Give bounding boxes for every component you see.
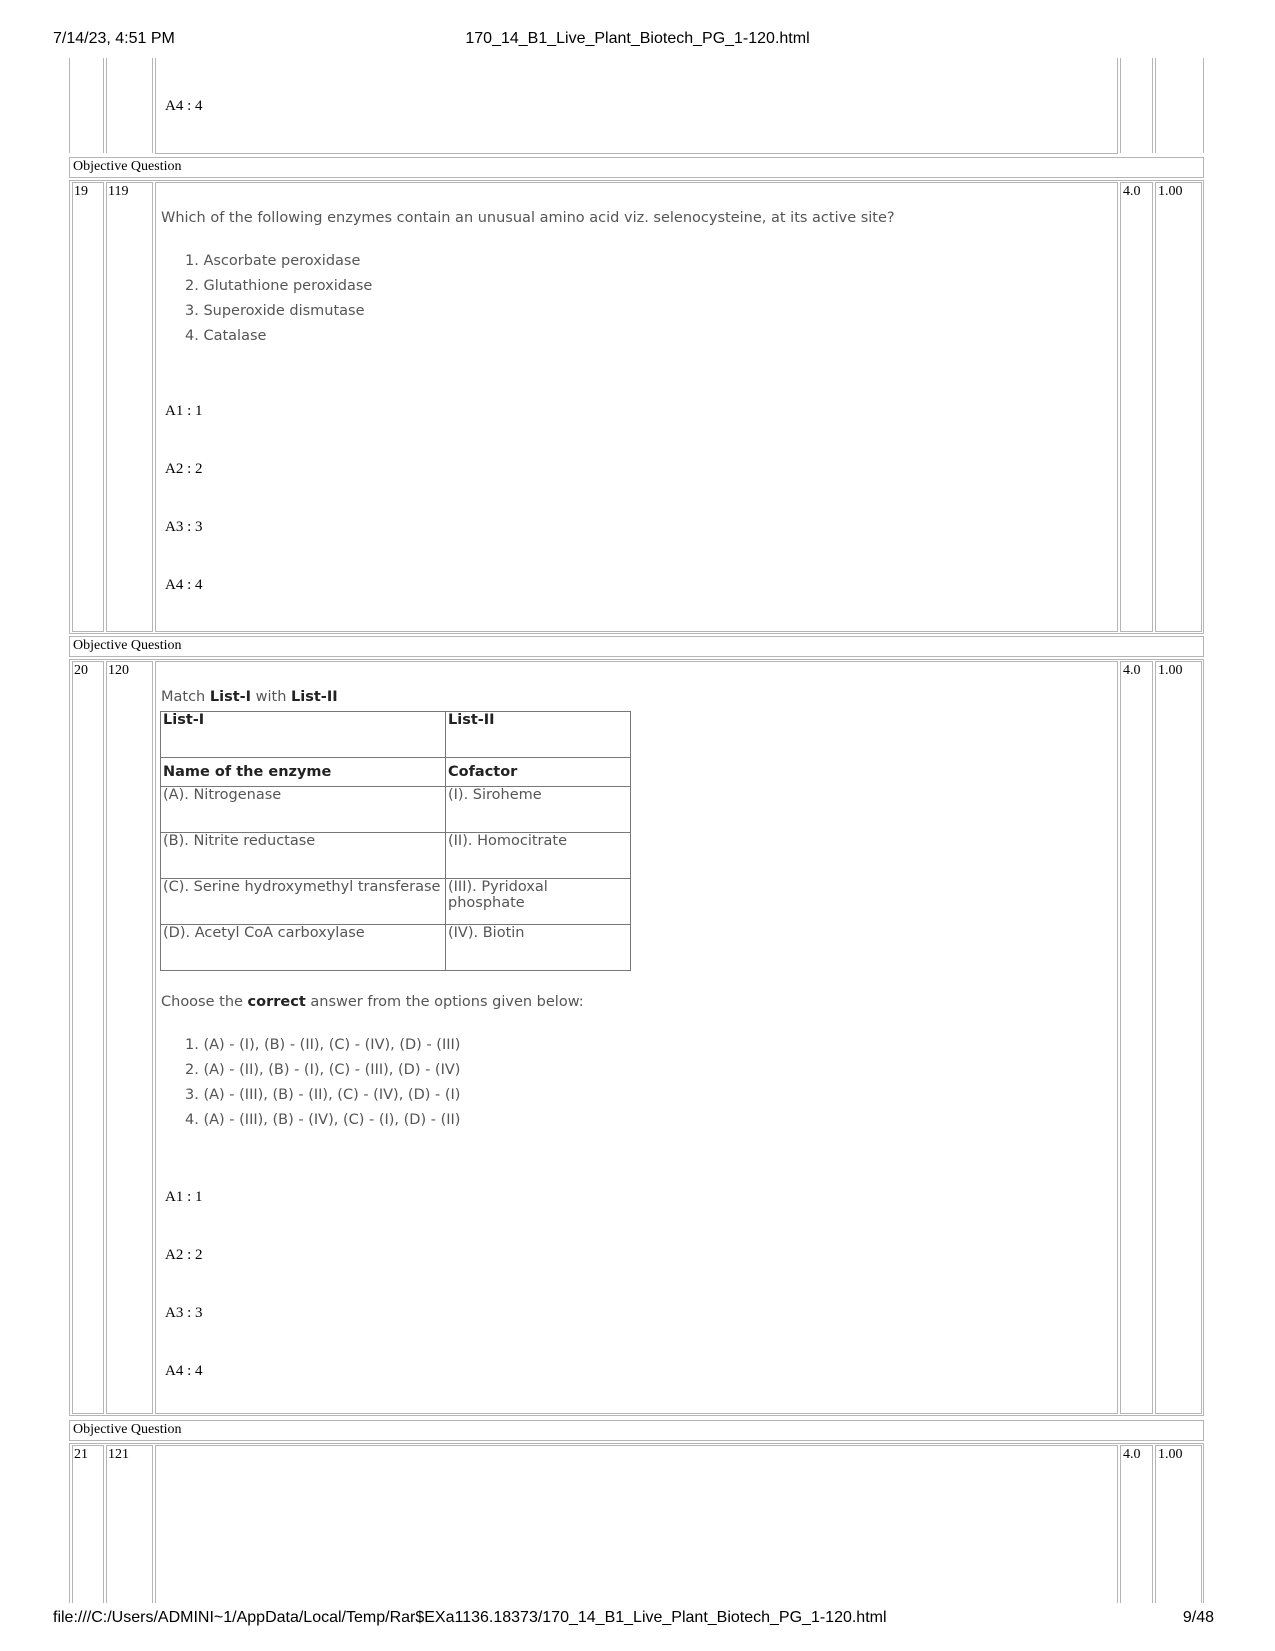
table-cell: (IV). Biotin xyxy=(446,925,631,971)
table-cell: (I). Siroheme xyxy=(446,787,631,833)
question-id: 119 xyxy=(108,184,129,199)
col-line xyxy=(103,58,104,153)
sno-cell xyxy=(72,1445,104,1603)
qid-cell xyxy=(106,1445,153,1603)
table-row xyxy=(161,787,631,833)
option-item: 1. (A) - (I), (B) - (II), (C) - (IV), (D) - (III) xyxy=(185,1037,461,1053)
question-serial: 19 xyxy=(74,184,88,199)
table-subheader-row xyxy=(161,758,631,787)
option-item: 1. Ascorbate peroxidase xyxy=(185,253,361,269)
question-marks: 4.0 xyxy=(1123,184,1141,199)
question-serial: 21 xyxy=(74,1447,88,1462)
qid-cell xyxy=(106,661,153,1414)
section-label: Objective Question xyxy=(73,1422,182,1437)
table-header-cell: List-II xyxy=(446,712,631,758)
table-cell: (II). Homocitrate xyxy=(446,833,631,879)
col-line xyxy=(1120,58,1121,153)
negative-marks: 1.00 xyxy=(1158,663,1183,678)
answer-a1: A1 : 1 xyxy=(165,1189,203,1205)
question-intro: Match List-I with List-II xyxy=(161,689,338,705)
answer-a4: A4 : 4 xyxy=(165,577,203,593)
sno-cell xyxy=(72,182,104,632)
table-cell: (B). Nitrite reductase xyxy=(161,833,446,879)
question-id: 121 xyxy=(108,1447,129,1462)
neg-marks-cell xyxy=(1155,182,1202,632)
option-item: 3. Superoxide dismutase xyxy=(185,303,365,319)
prev-question-cell xyxy=(155,58,1118,154)
option-item: 4. (A) - (III), (B) - (IV), (C) - (I), (D) - (II) xyxy=(185,1112,461,1128)
option-item: 2. (A) - (II), (B) - (I), (C) - (III), (D) - (IV) xyxy=(185,1062,461,1078)
table-row xyxy=(161,879,631,925)
answer-a2: A2 : 2 xyxy=(165,1247,203,1263)
section-label: Objective Question xyxy=(73,159,182,174)
question-cell xyxy=(155,1445,1118,1603)
marks-cell xyxy=(1120,661,1153,1414)
marks-cell xyxy=(1120,1445,1153,1603)
qid-cell xyxy=(106,182,153,632)
question-id: 120 xyxy=(108,663,129,678)
question-marks: 4.0 xyxy=(1123,663,1141,678)
option-item: 2. Glutathione peroxidase xyxy=(185,278,373,294)
negative-marks: 1.00 xyxy=(1158,184,1183,199)
col-line xyxy=(69,58,70,153)
col-line xyxy=(1152,58,1153,153)
neg-marks-cell xyxy=(1155,661,1202,1414)
section-label: Objective Question xyxy=(73,638,182,653)
table-row xyxy=(161,833,631,879)
answer-a1: A1 : 1 xyxy=(165,403,203,419)
negative-marks: 1.00 xyxy=(1158,1447,1183,1462)
prev-answer-a4: A4 : 4 xyxy=(165,98,203,114)
table-header-row xyxy=(161,712,631,758)
answer-a3: A3 : 3 xyxy=(165,519,203,535)
col-line xyxy=(1203,58,1204,153)
answer-a2: A2 : 2 xyxy=(165,461,203,477)
sno-cell xyxy=(72,661,104,1414)
table-cell: (D). Acetyl CoA carboxylase xyxy=(161,925,446,971)
option-item: 3. (A) - (III), (B) - (II), (C) - (IV), (D) - (I) xyxy=(185,1087,461,1103)
question-marks: 4.0 xyxy=(1123,1447,1141,1462)
option-list xyxy=(185,1033,460,1133)
col-line xyxy=(1155,58,1156,153)
option-item: 4. Catalase xyxy=(185,328,267,344)
print-datetime: 7/14/23, 4:51 PM xyxy=(53,30,175,47)
table-header-cell: Cofactor xyxy=(446,758,631,787)
marks-cell xyxy=(1120,182,1153,632)
answer-a3: A3 : 3 xyxy=(165,1305,203,1321)
col-line xyxy=(106,58,107,153)
print-title: 170_14_B1_Live_Plant_Biotech_PG_1-120.html xyxy=(465,30,810,47)
answer-a4: A4 : 4 xyxy=(165,1363,203,1379)
print-file-path: file:///C:/Users/ADMINI~1/AppData/Local/Temp/Rar$EXa1136.18373/170_14_B1_Live_Plant_Biotech_PG_1-120.html xyxy=(53,1609,887,1626)
col-line xyxy=(152,58,153,153)
table-cell: (A). Nitrogenase xyxy=(161,787,446,833)
table-cell: (C). Serine hydroxymethyl transferase xyxy=(161,879,446,925)
section-label-row xyxy=(69,1420,1204,1441)
match-table xyxy=(160,711,631,971)
question-text: Which of the following enzymes contain an unusual amino acid viz. selenocysteine, at its active site? xyxy=(161,210,895,226)
question-serial: 20 xyxy=(74,663,88,678)
table-row xyxy=(161,925,631,971)
table-header-cell: Name of the enzyme xyxy=(161,758,446,787)
section-label-row xyxy=(69,636,1204,657)
neg-marks-cell xyxy=(1155,1445,1202,1603)
section-label-row xyxy=(69,157,1204,178)
choose-instruction: Choose the correct answer from the options given below: xyxy=(161,994,584,1010)
page-number: 9/48 xyxy=(1182,1609,1214,1626)
option-list xyxy=(185,249,372,349)
table-cell: (III). Pyridoxal phosphate xyxy=(446,879,631,925)
table-header-cell: List-I xyxy=(161,712,446,758)
